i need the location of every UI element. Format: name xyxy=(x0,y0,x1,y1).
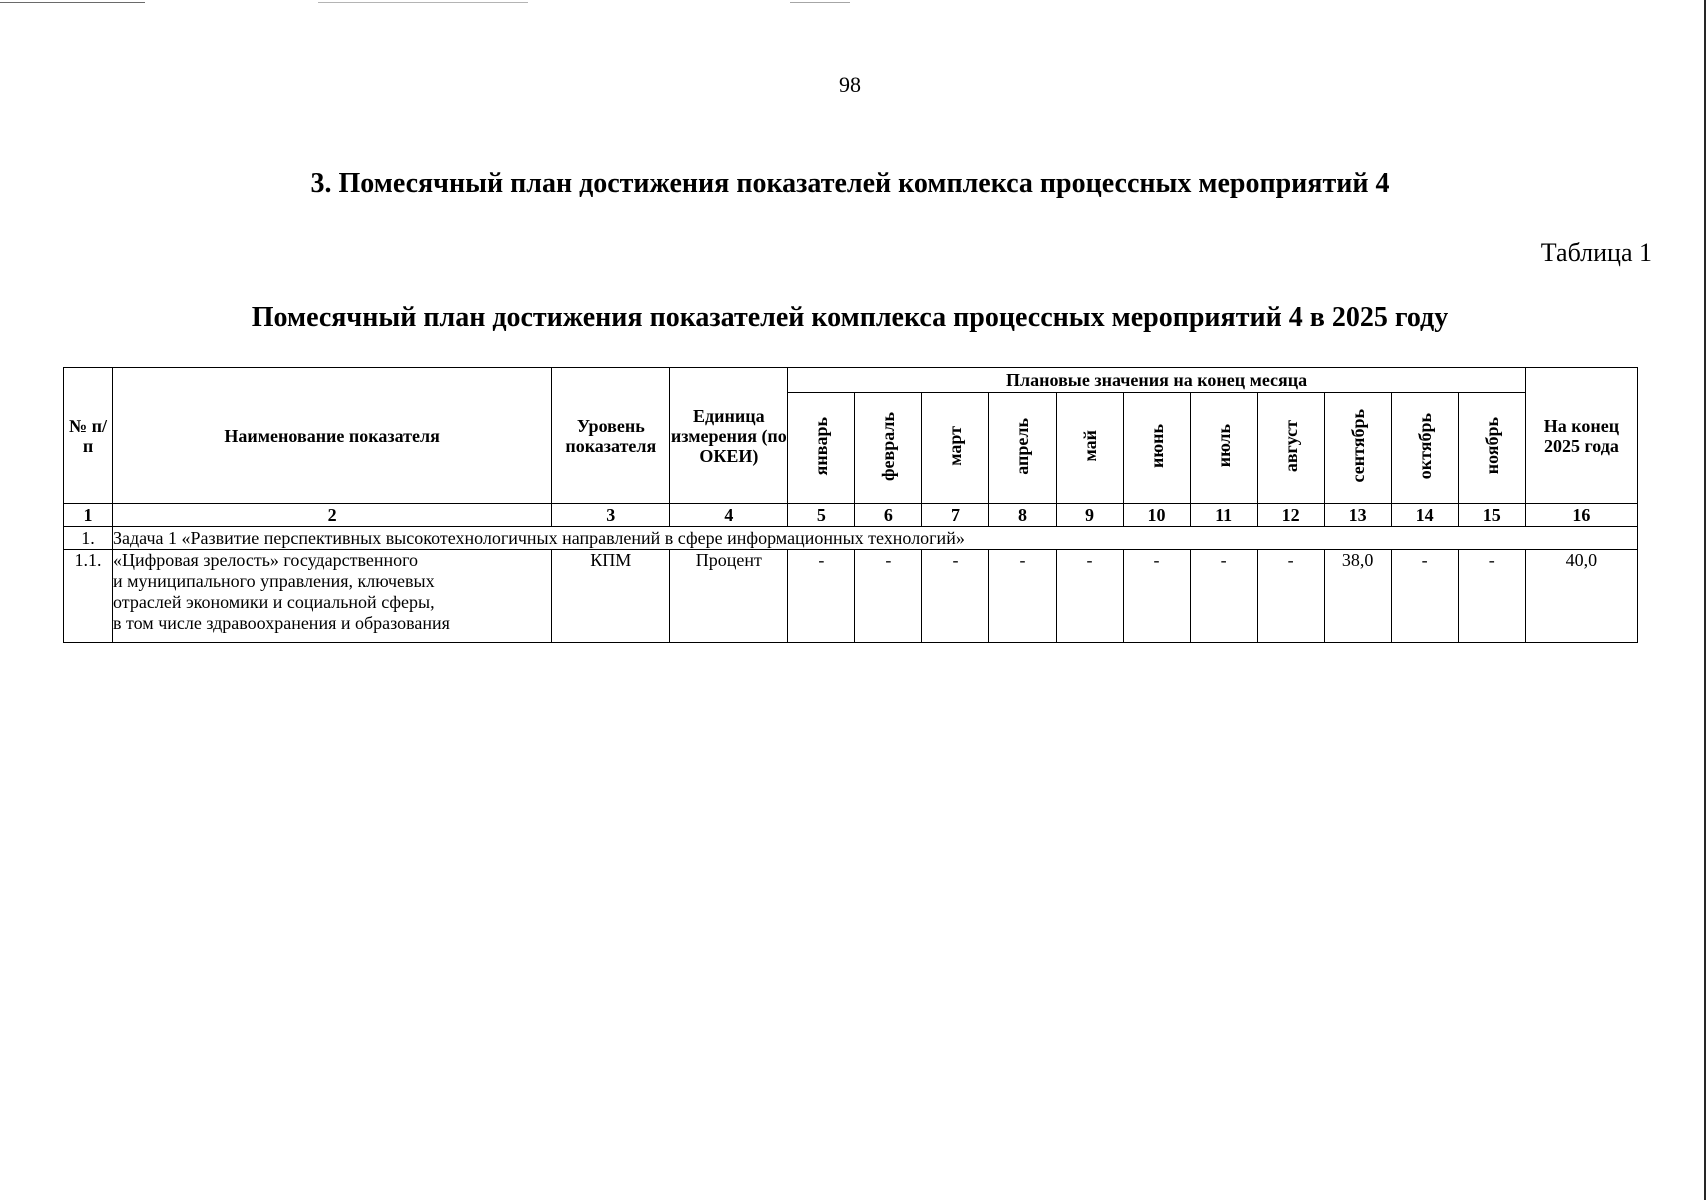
header-month xyxy=(1458,393,1525,504)
monthly-plan-table xyxy=(63,367,1638,643)
monthly-value: - xyxy=(1123,550,1190,643)
indicator-name-line: в том числе здравоохранения и образования xyxy=(113,613,450,633)
indicator-level: КПМ xyxy=(552,550,670,643)
header-months-group: Плановые значения на конец месяца xyxy=(788,368,1525,393)
header-name: Наименование показателя xyxy=(113,368,552,504)
header-month xyxy=(1391,393,1458,504)
table-title: Помесячный план достижения показателей комплекса процессных мероприятий 4 в 2025 году xyxy=(251,302,1449,333)
column-number: 8 xyxy=(989,504,1056,527)
column-number: 10 xyxy=(1123,504,1190,527)
monthly-value: - xyxy=(855,550,922,643)
month-label: май xyxy=(1079,430,1100,462)
monthly-value: - xyxy=(1391,550,1458,643)
task-row xyxy=(64,527,1638,550)
scan-artifact-line xyxy=(790,2,850,3)
header-month xyxy=(989,393,1056,504)
month-label: июль xyxy=(1213,424,1234,468)
monthly-value: - xyxy=(788,550,855,643)
month-label: февраль xyxy=(878,411,899,481)
column-number: 3 xyxy=(552,504,670,527)
column-number: 2 xyxy=(113,504,552,527)
month-label: апрель xyxy=(1012,417,1033,475)
header-level: Уровень показателя xyxy=(552,368,670,504)
monthly-value: - xyxy=(1190,550,1257,643)
column-number: 12 xyxy=(1257,504,1324,527)
month-label: январь xyxy=(811,416,832,476)
column-number: 16 xyxy=(1525,504,1637,527)
monthly-value: - xyxy=(1056,550,1123,643)
monthly-value: - xyxy=(989,550,1056,643)
header-num: № п/п xyxy=(64,368,113,504)
month-label: ноябрь xyxy=(1481,417,1502,475)
page-number: 98 xyxy=(839,72,861,97)
section-title: 3. Помесячный план достижения показателей комплекса процессных мероприятий 4 xyxy=(310,168,1390,199)
indicator-name-line: «Цифровая зрелость» государственного xyxy=(113,550,419,570)
month-label: сентябрь xyxy=(1347,409,1368,483)
indicator-unit: Процент xyxy=(670,550,788,643)
column-number: 1 xyxy=(64,504,113,527)
year-end-value: 40,0 xyxy=(1525,550,1637,643)
column-number: 11 xyxy=(1190,504,1257,527)
header-month xyxy=(1123,393,1190,504)
table-label: Таблица 1 xyxy=(1540,238,1652,267)
header-month xyxy=(855,393,922,504)
column-number: 7 xyxy=(922,504,989,527)
month-label: март xyxy=(945,426,966,466)
column-number: 4 xyxy=(670,504,788,527)
monthly-value: - xyxy=(1458,550,1525,643)
column-numbers-row xyxy=(64,504,1638,527)
header-unit: Единица измерения (по ОКЕИ) xyxy=(670,368,788,504)
header-month xyxy=(922,393,989,504)
month-label: октябрь xyxy=(1414,412,1435,480)
header-month xyxy=(1257,393,1324,504)
month-label: август xyxy=(1280,419,1301,473)
monthly-value: - xyxy=(922,550,989,643)
header-month xyxy=(788,393,855,504)
column-number: 14 xyxy=(1391,504,1458,527)
task-text: Задача 1 «Развитие перспективных высокотехнологичных направлений в сфере информационных технологий» xyxy=(113,527,1638,550)
column-number: 6 xyxy=(855,504,922,527)
header-month xyxy=(1324,393,1391,504)
indicator-name-line: отраслей экономики и социальной сферы, xyxy=(113,592,435,612)
table-row xyxy=(64,550,1638,643)
month-label: июнь xyxy=(1146,423,1167,468)
column-number: 9 xyxy=(1056,504,1123,527)
row-num: 1.1. xyxy=(64,550,113,643)
scan-artifact-line xyxy=(0,2,145,3)
scan-artifact-line xyxy=(318,2,528,3)
monthly-value: 38,0 xyxy=(1324,550,1391,643)
indicator-name xyxy=(113,550,552,643)
indicator-name-line: и муниципального управления, ключевых xyxy=(113,571,435,591)
task-num: 1. xyxy=(64,527,113,550)
monthly-value: - xyxy=(1257,550,1324,643)
column-number: 5 xyxy=(788,504,855,527)
header-month xyxy=(1190,393,1257,504)
header-year-end: На конец 2025 года xyxy=(1525,368,1637,504)
column-number: 13 xyxy=(1324,504,1391,527)
header-month xyxy=(1056,393,1123,504)
column-number: 15 xyxy=(1458,504,1525,527)
